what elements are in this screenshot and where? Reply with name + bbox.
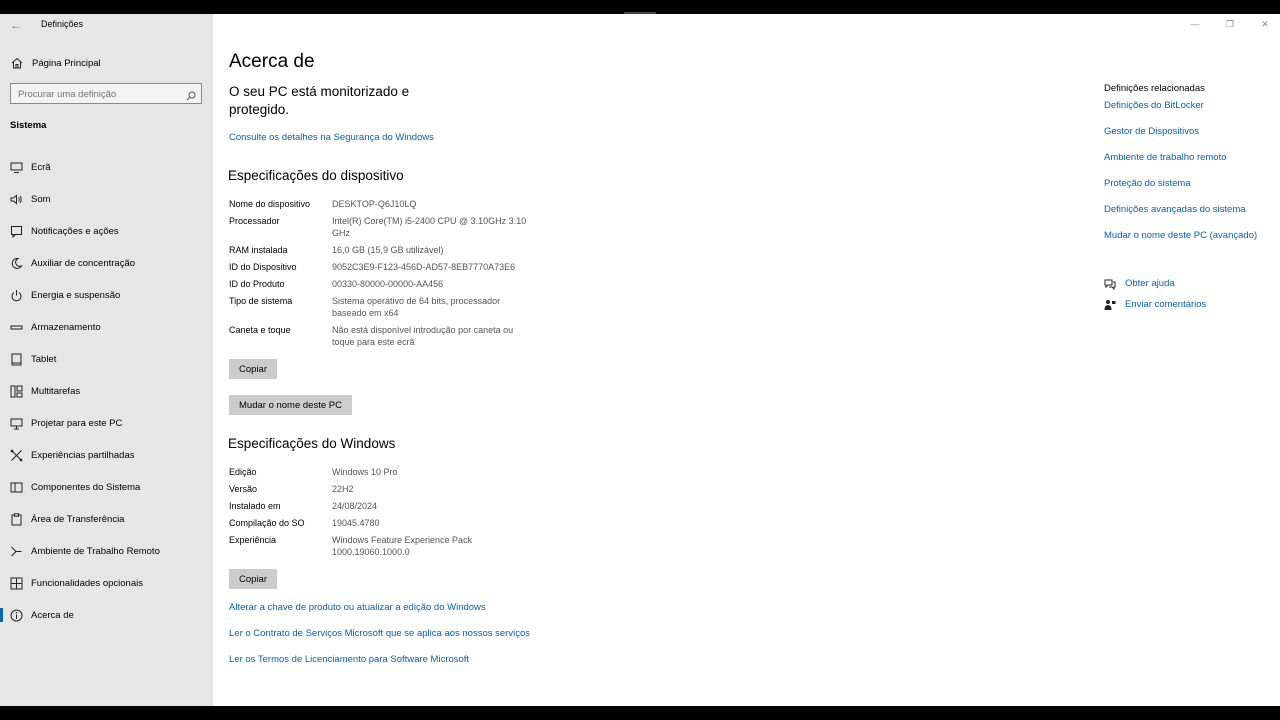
license-terms-link[interactable]: Ler os Termos de Licenciamento para Software Microsoft <box>229 654 470 665</box>
power-icon <box>10 289 23 302</box>
spec-key: Nome do dispositivo <box>229 199 311 209</box>
sidebar-item-label: Som <box>31 193 51 205</box>
change-product-key-link[interactable]: Alterar a chave de produto ou atualizar a edição do Windows <box>229 602 486 613</box>
search-box[interactable] <box>10 83 202 104</box>
window-controls <box>1190 19 1270 31</box>
title-bar <box>0 14 213 36</box>
sidebar-item-clipboard[interactable] <box>0 503 213 535</box>
feedback-icon <box>1104 299 1116 311</box>
spec-value: Não está disponível introdução por caneta ou toque para este ecrã <box>332 325 514 347</box>
display-icon <box>10 161 23 174</box>
sidebar-item-label: Ecrã <box>31 161 51 173</box>
sidebar-item-label: Experiências partilhadas <box>31 449 135 461</box>
sidebar-item-label: Auxiliar de concentração <box>31 257 136 269</box>
spec-key: Experiência <box>229 535 277 545</box>
device-specs-title: Especificações do dispositivo <box>228 168 404 183</box>
get-help-link[interactable]: Obter ajuda <box>1125 278 1175 289</box>
services-agreement-link[interactable]: Ler o Contrato de Serviços Microsoft que se aplica aos nossos serviços <box>229 628 530 639</box>
protection-status: O seu PC está monitorizado e protegido. <box>229 84 410 117</box>
related-links <box>1104 100 1257 256</box>
spec-row <box>229 534 549 558</box>
copy-device-specs-button[interactable]: Copiar <box>229 359 277 379</box>
spec-row <box>229 324 549 348</box>
related-panel <box>1093 14 1280 706</box>
spec-value: Windows Feature Experience Pack 1000.19060.1000.0 <box>332 535 473 557</box>
spec-row <box>229 500 549 512</box>
spec-row <box>229 215 549 239</box>
info-icon <box>10 609 23 622</box>
spec-key: ID do Dispositivo <box>229 262 297 272</box>
screen-top-bar <box>0 0 1280 14</box>
search-icon[interactable] <box>186 88 196 98</box>
screen-bottom-bar <box>0 706 1280 720</box>
spec-key: Caneta e toque <box>229 325 291 335</box>
speaker-icon <box>10 193 23 206</box>
spec-key: RAM instalada <box>229 245 288 255</box>
notification-icon <box>10 225 23 238</box>
windows-specs-list <box>229 466 549 563</box>
sidebar-item-about[interactable] <box>0 599 213 631</box>
section-title: Sistema <box>10 120 47 131</box>
spec-key: ID do Produto <box>229 279 285 289</box>
sidebar-item-tablet[interactable] <box>0 343 213 375</box>
sidebar-item-optional-features[interactable] <box>0 567 213 599</box>
home-link[interactable] <box>10 55 210 71</box>
sidebar-item-focus-assist[interactable] <box>0 247 213 279</box>
sidebar-item-project[interactable] <box>0 407 213 439</box>
spec-key: Processador <box>229 216 280 226</box>
rename-pc-button[interactable]: Mudar o nome deste PC <box>229 395 352 415</box>
home-label: Página Principal <box>32 57 101 69</box>
sidebar-item-remote-desktop[interactable] <box>0 535 213 567</box>
tablet-icon <box>10 353 23 366</box>
back-arrow-icon[interactable]: ← <box>10 18 22 32</box>
storage-icon <box>10 321 23 334</box>
device-manager-link[interactable]: Gestor de Dispositivos <box>1104 126 1200 137</box>
features-icon <box>10 577 23 590</box>
components-icon <box>10 481 23 494</box>
sidebar-item-notifications[interactable] <box>0 215 213 247</box>
help-section <box>1104 273 1206 315</box>
bitlocker-link[interactable]: Definições do BitLocker <box>1104 100 1204 111</box>
sidebar-item-shared[interactable] <box>0 439 213 471</box>
spec-value: 24/08/2024 <box>332 501 378 511</box>
sidebar-item-label: Multitarefas <box>31 385 81 397</box>
spec-value: 16,0 GB (15,9 GB utilizável) <box>332 245 444 255</box>
sidebar-item-label: Acerca de <box>31 609 74 621</box>
spec-value: Sistema operativo de 64 bits, processador baseado em x64 <box>332 296 501 318</box>
page-title: Acerca de <box>229 51 315 72</box>
spec-value: DESKTOP-Q6J10LQ <box>332 199 417 209</box>
spec-value: Windows 10 Pro <box>332 467 398 477</box>
spec-key: Tipo de sistema <box>229 296 293 306</box>
clipboard-icon <box>10 513 23 526</box>
sidebar <box>0 14 213 706</box>
sidebar-nav <box>0 151 213 631</box>
spec-row <box>229 483 549 495</box>
sidebar-item-multitasking[interactable] <box>0 375 213 407</box>
remote-icon <box>10 545 23 558</box>
sidebar-item-label: Projetar para este PC <box>31 417 123 429</box>
sidebar-item-label: Armazenamento <box>31 321 101 333</box>
sidebar-item-label: Ambiente de Trabalho Remoto <box>31 545 160 557</box>
spec-value: 00330-80000-00000-AA456 <box>332 279 444 289</box>
spec-row <box>229 295 549 319</box>
spec-key: Compilação do SO <box>229 518 305 528</box>
sidebar-item-label: Funcionalidades opcionais <box>31 577 143 589</box>
sidebar-item-label: Notificações e ações <box>31 225 119 237</box>
sidebar-item-storage[interactable] <box>0 311 213 343</box>
related-settings-title: Definições relacionadas <box>1104 83 1205 94</box>
sidebar-item-display[interactable] <box>0 151 213 183</box>
sidebar-item-label: Tablet <box>31 353 57 365</box>
sidebar-item-label: Energia e suspensão <box>31 289 121 301</box>
sidebar-item-sound[interactable] <box>0 183 213 215</box>
sidebar-item-components[interactable] <box>0 471 213 503</box>
main-content <box>213 14 1093 706</box>
close-icon[interactable]: ✕ <box>1261 19 1269 29</box>
spec-value: 19045.4780 <box>332 518 380 528</box>
advanced-system-settings-link[interactable]: Definições avançadas do sistema <box>1104 204 1246 215</box>
security-details-link[interactable]: Consulte os detalhes na Segurança do Windows <box>229 132 434 143</box>
moon-icon <box>10 257 23 270</box>
app-title: Definições <box>41 19 84 29</box>
minimize-icon[interactable]: — <box>1190 19 1200 29</box>
spec-row <box>229 261 549 273</box>
spec-row <box>229 278 549 290</box>
spec-key: Edição <box>229 467 257 477</box>
copy-windows-specs-button[interactable]: Copiar <box>229 569 277 589</box>
home-icon <box>10 56 24 70</box>
search-input[interactable] <box>11 85 176 104</box>
system-protection-link[interactable]: Proteção do sistema <box>1104 178 1191 189</box>
get-help-row[interactable] <box>1104 273 1206 294</box>
remote-desktop-link[interactable]: Ambiente de trabalho remoto <box>1104 152 1227 163</box>
feedback-row[interactable] <box>1104 294 1206 315</box>
rename-pc-advanced-link[interactable]: Mudar o nome deste PC (avançado) <box>1104 230 1258 241</box>
sidebar-item-label: Área de Transferência <box>31 513 125 525</box>
project-icon <box>10 417 23 430</box>
device-specs-list <box>229 198 549 353</box>
windows-specs-title: Especificações do Windows <box>228 436 396 451</box>
spec-value: Intel(R) Core(TM) i5-2400 CPU @ 3.10GHz 3.10 GHz <box>332 216 527 238</box>
help-chat-icon <box>1104 278 1116 290</box>
multitask-icon <box>10 385 23 398</box>
send-feedback-link[interactable]: Enviar comentários <box>1125 299 1207 310</box>
settings-window <box>0 14 1280 706</box>
spec-key: Instalado em <box>229 501 281 511</box>
restore-icon[interactable]: ❐ <box>1225 19 1235 29</box>
sidebar-item-power[interactable] <box>0 279 213 311</box>
spec-row <box>229 244 549 256</box>
spec-key: Versão <box>229 484 258 494</box>
spec-value: 22H2 <box>332 484 354 494</box>
spec-row <box>229 466 549 478</box>
spec-row <box>229 198 549 210</box>
shared-icon <box>10 449 23 462</box>
sidebar-item-label: Componentes do Sistema <box>31 481 141 493</box>
spec-row <box>229 517 549 529</box>
spec-value: 9052C3E9-F123-456D-AD57-8EB7770A73E6 <box>332 262 516 272</box>
